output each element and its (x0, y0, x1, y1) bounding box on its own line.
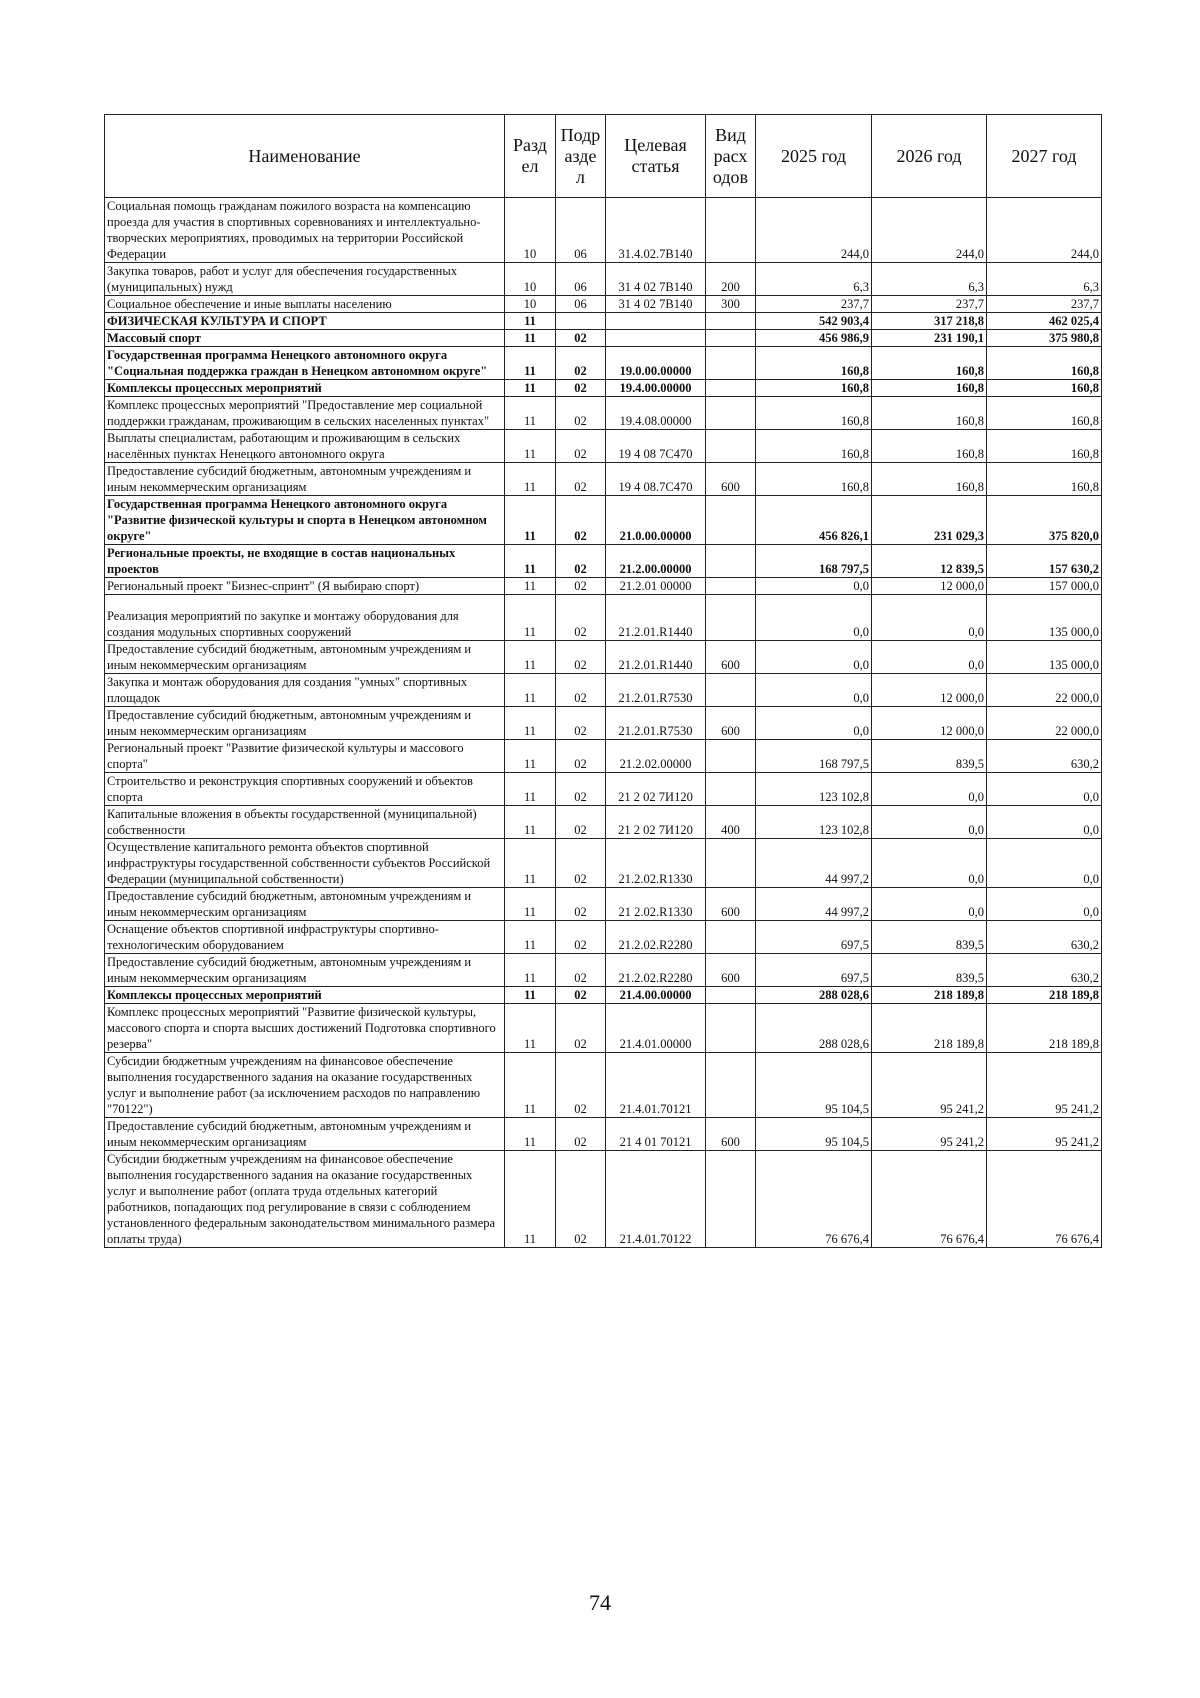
table-row (105, 430, 1102, 463)
row-podrazdel: 02 (556, 888, 606, 921)
row-value-2025: 0,0 (756, 578, 872, 595)
row-value-2026: 839,5 (872, 954, 987, 987)
row-value-2026: 12 000,0 (872, 578, 987, 595)
row-value-2026: 95 241,2 (872, 1053, 987, 1118)
row-name: Предоставление субсидий бюджетным, автономным учреждениям и иным некоммерческим организациям (105, 707, 505, 740)
row-target-article (606, 313, 706, 330)
table-row (105, 987, 1102, 1004)
row-target-article: 21 2 02 7И120 (606, 806, 706, 839)
row-value-2027: 630,2 (987, 954, 1102, 987)
row-expense-type: 600 (706, 463, 756, 496)
row-target-article: 21.4.00.00000 (606, 987, 706, 1004)
row-value-2026: 160,8 (872, 347, 987, 380)
row-value-2025: 542 903,4 (756, 313, 872, 330)
row-expense-type (706, 545, 756, 578)
row-value-2027: 22 000,0 (987, 707, 1102, 740)
row-value-2025: 76 676,4 (756, 1151, 872, 1248)
row-podrazdel: 02 (556, 1004, 606, 1053)
row-target-article: 21 4 01 70121 (606, 1118, 706, 1151)
row-value-2027: 0,0 (987, 773, 1102, 806)
row-expense-type (706, 397, 756, 430)
row-razdel: 11 (505, 578, 556, 595)
row-expense-type (706, 595, 756, 641)
row-podrazdel (556, 313, 606, 330)
row-value-2027: 95 241,2 (987, 1053, 1102, 1118)
row-value-2025: 168 797,5 (756, 545, 872, 578)
row-name: Строительство и реконструкция спортивных сооружений и объектов спорта (105, 773, 505, 806)
table-row (105, 1053, 1102, 1118)
table-row (105, 296, 1102, 313)
row-target-article: 31.4.02.7В140 (606, 198, 706, 263)
row-value-2026: 218 189,8 (872, 987, 987, 1004)
row-value-2025: 288 028,6 (756, 1004, 872, 1053)
row-value-2026: 0,0 (872, 773, 987, 806)
row-expense-type (706, 330, 756, 347)
table-body (105, 198, 1102, 1248)
row-razdel: 11 (505, 1053, 556, 1118)
table-row (105, 397, 1102, 430)
row-razdel: 11 (505, 496, 556, 545)
table-row (105, 954, 1102, 987)
row-name: Предоставление субсидий бюджетным, автономным учреждениям и иным некоммерческим организациям (105, 888, 505, 921)
row-podrazdel: 02 (556, 1118, 606, 1151)
header-podrazdel: Подр азде л (556, 115, 606, 198)
row-value-2025: 160,8 (756, 397, 872, 430)
row-name: Государственная программа Ненецкого автономного округа "Развитие физической культуры и спорта в Ненецком автономном округе" (105, 496, 505, 545)
row-name: Социальное обеспечение и иные выплаты населению (105, 296, 505, 313)
row-razdel: 11 (505, 463, 556, 496)
row-name: Предоставление субсидий бюджетным, автономным учреждениям и иным некоммерческим организациям (105, 641, 505, 674)
row-value-2027: 218 189,8 (987, 1004, 1102, 1053)
row-podrazdel: 02 (556, 641, 606, 674)
header-year-2025: 2025 год (756, 115, 872, 198)
row-razdel: 11 (505, 330, 556, 347)
row-name: Региональные проекты, не входящие в состав национальных проектов (105, 545, 505, 578)
row-name: Субсидии бюджетным учреждениям на финансовое обеспечение выполнения государственного задания на оказание государственных услуг и выполнение работ (оплата труда отдельных категорий работников, попадающих под регулирование в связи с соблюдением установленного федеральным законодательством минимального размера оплаты труда) (105, 1151, 505, 1248)
row-podrazdel: 02 (556, 921, 606, 954)
row-expense-type: 600 (706, 888, 756, 921)
row-razdel: 11 (505, 397, 556, 430)
row-value-2026: 231 190,1 (872, 330, 987, 347)
row-value-2026: 160,8 (872, 463, 987, 496)
table-row (105, 347, 1102, 380)
row-expense-type (706, 496, 756, 545)
row-podrazdel: 02 (556, 380, 606, 397)
row-value-2027: 462 025,4 (987, 313, 1102, 330)
row-name: Закупка товаров, работ и услуг для обеспечения государственных (муниципальных) нужд (105, 263, 505, 296)
row-value-2026: 237,7 (872, 296, 987, 313)
row-podrazdel: 02 (556, 578, 606, 595)
row-value-2026: 0,0 (872, 806, 987, 839)
row-value-2027: 157 000,0 (987, 578, 1102, 595)
table-row (105, 888, 1102, 921)
row-podrazdel: 02 (556, 987, 606, 1004)
row-target-article: 21.2.02.R2280 (606, 954, 706, 987)
row-value-2026: 95 241,2 (872, 1118, 987, 1151)
row-razdel: 11 (505, 1151, 556, 1248)
row-value-2027: 244,0 (987, 198, 1102, 263)
row-expense-type (706, 430, 756, 463)
row-expense-type: 600 (706, 954, 756, 987)
row-razdel: 11 (505, 674, 556, 707)
row-podrazdel: 02 (556, 773, 606, 806)
row-expense-type: 600 (706, 641, 756, 674)
row-value-2027: 22 000,0 (987, 674, 1102, 707)
row-podrazdel: 02 (556, 839, 606, 888)
row-expense-type (706, 987, 756, 1004)
row-name: Капитальные вложения в объекты государственной (муниципальной) собственности (105, 806, 505, 839)
table-row (105, 839, 1102, 888)
table-row (105, 806, 1102, 839)
row-value-2027: 218 189,8 (987, 987, 1102, 1004)
row-name: Предоставление субсидий бюджетным, автономным учреждениям и иным некоммерческим организациям (105, 954, 505, 987)
row-expense-type (706, 740, 756, 773)
row-value-2027: 160,8 (987, 463, 1102, 496)
row-expense-type: 400 (706, 806, 756, 839)
row-expense-type (706, 347, 756, 380)
row-value-2027: 135 000,0 (987, 595, 1102, 641)
row-value-2027: 95 241,2 (987, 1118, 1102, 1151)
row-expense-type (706, 773, 756, 806)
row-value-2026: 160,8 (872, 380, 987, 397)
row-value-2025: 44 997,2 (756, 839, 872, 888)
row-target-article: 21.4.01.00000 (606, 1004, 706, 1053)
row-value-2026: 839,5 (872, 921, 987, 954)
row-podrazdel: 02 (556, 674, 606, 707)
row-name: Региональный проект "Развитие физической культуры и массового спорта" (105, 740, 505, 773)
table-row (105, 545, 1102, 578)
row-name: Региональный проект "Бизнес-спринт" (Я выбираю спорт) (105, 578, 505, 595)
row-value-2026: 317 218,8 (872, 313, 987, 330)
row-value-2025: 697,5 (756, 921, 872, 954)
row-podrazdel: 02 (556, 330, 606, 347)
row-podrazdel: 02 (556, 1053, 606, 1118)
row-razdel: 11 (505, 921, 556, 954)
row-target-article: 21.2.01.R7530 (606, 674, 706, 707)
row-value-2025: 160,8 (756, 430, 872, 463)
row-name: Оснащение объектов спортивной инфраструктуры спортивно-технологическим оборудованием (105, 921, 505, 954)
row-target-article: 31 4 02 7В140 (606, 263, 706, 296)
row-target-article: 21.2.01 00000 (606, 578, 706, 595)
table-row (105, 1118, 1102, 1151)
row-value-2027: 160,8 (987, 380, 1102, 397)
row-value-2026: 0,0 (872, 839, 987, 888)
row-razdel: 11 (505, 641, 556, 674)
row-razdel: 11 (505, 1004, 556, 1053)
table-row (105, 1151, 1102, 1248)
row-name: Выплаты специалистам, работающим и проживающим в сельских населённых пунктах Ненецкого автономного округа (105, 430, 505, 463)
row-value-2025: 237,7 (756, 296, 872, 313)
row-razdel: 11 (505, 773, 556, 806)
row-razdel: 11 (505, 888, 556, 921)
row-target-article: 21 2 02 7И120 (606, 773, 706, 806)
row-podrazdel: 02 (556, 595, 606, 641)
table-row (105, 198, 1102, 263)
row-expense-type: 300 (706, 296, 756, 313)
row-target-article: 19 4 08 7С470 (606, 430, 706, 463)
row-target-article: 21.4.01.70122 (606, 1151, 706, 1248)
row-name: ФИЗИЧЕСКАЯ КУЛЬТУРА И СПОРТ (105, 313, 505, 330)
row-expense-type (706, 674, 756, 707)
header-razdel: Разд ел (505, 115, 556, 198)
row-value-2025: 456 986,9 (756, 330, 872, 347)
table-row (105, 380, 1102, 397)
row-target-article: 21.2.00.00000 (606, 545, 706, 578)
header-year-2026: 2026 год (872, 115, 987, 198)
row-value-2027: 160,8 (987, 397, 1102, 430)
row-podrazdel: 06 (556, 263, 606, 296)
row-value-2026: 0,0 (872, 595, 987, 641)
row-name: Комплекс процессных мероприятий "Предоставление мер социальной поддержки гражданам, проживающим в сельских населенных пунктах" (105, 397, 505, 430)
row-expense-type: 600 (706, 1118, 756, 1151)
row-razdel: 11 (505, 954, 556, 987)
row-value-2026: 160,8 (872, 397, 987, 430)
row-expense-type (706, 1151, 756, 1248)
row-podrazdel: 02 (556, 545, 606, 578)
row-value-2025: 697,5 (756, 954, 872, 987)
row-value-2025: 160,8 (756, 347, 872, 380)
row-razdel: 11 (505, 987, 556, 1004)
row-target-article: 19.0.00.00000 (606, 347, 706, 380)
row-value-2025: 0,0 (756, 641, 872, 674)
row-value-2027: 0,0 (987, 839, 1102, 888)
table-row (105, 921, 1102, 954)
row-expense-type (706, 578, 756, 595)
row-podrazdel: 02 (556, 806, 606, 839)
row-razdel: 11 (505, 707, 556, 740)
header-name: Наименование (105, 115, 505, 198)
row-value-2026: 160,8 (872, 430, 987, 463)
row-target-article: 31 4 02 7В140 (606, 296, 706, 313)
row-value-2027: 375 820,0 (987, 496, 1102, 545)
row-name: Государственная программа Ненецкого автономного округа "Социальная поддержка граждан в Ненецком автономном округе" (105, 347, 505, 380)
row-value-2025: 160,8 (756, 380, 872, 397)
row-name: Субсидии бюджетным учреждениям на финансовое обеспечение выполнения государственного задания на оказание государственных услуг и выполнение работ (за исключением расходов по направлению "70122") (105, 1053, 505, 1118)
row-value-2026: 244,0 (872, 198, 987, 263)
table-row (105, 313, 1102, 330)
row-value-2027: 157 630,2 (987, 545, 1102, 578)
row-value-2026: 218 189,8 (872, 1004, 987, 1053)
table-row (105, 674, 1102, 707)
row-value-2027: 160,8 (987, 347, 1102, 380)
table-row (105, 773, 1102, 806)
row-podrazdel: 02 (556, 1151, 606, 1248)
row-target-article: 21.0.00.00000 (606, 496, 706, 545)
row-target-article: 21.2.01.R1440 (606, 595, 706, 641)
row-target-article: 19.4.08.00000 (606, 397, 706, 430)
row-podrazdel: 02 (556, 430, 606, 463)
row-expense-type (706, 1053, 756, 1118)
table-row (105, 578, 1102, 595)
row-target-article (606, 330, 706, 347)
row-name: Комплекс процессных мероприятий "Развитие физической культуры, массового спорта и спорта высших достижений Подготовка спортивного резерва" (105, 1004, 505, 1053)
row-value-2025: 288 028,6 (756, 987, 872, 1004)
row-name: Закупка и монтаж оборудования для создания "умных" спортивных площадок (105, 674, 505, 707)
row-value-2027: 0,0 (987, 888, 1102, 921)
row-podrazdel: 02 (556, 347, 606, 380)
row-target-article: 19.4.00.00000 (606, 380, 706, 397)
table-row (105, 263, 1102, 296)
row-value-2026: 12 839,5 (872, 545, 987, 578)
row-razdel: 11 (505, 806, 556, 839)
row-value-2026: 231 029,3 (872, 496, 987, 545)
row-value-2025: 0,0 (756, 674, 872, 707)
row-podrazdel: 02 (556, 740, 606, 773)
row-name: Социальная помощь гражданам пожилого возраста на компенсацию проезда для участия в спортивных соревнованиях и интеллектуально-творческих мероприятиях, проводимых на территории Российской Федерации (105, 198, 505, 263)
row-value-2027: 160,8 (987, 430, 1102, 463)
row-value-2025: 6,3 (756, 263, 872, 296)
row-value-2027: 630,2 (987, 921, 1102, 954)
row-expense-type (706, 921, 756, 954)
row-podrazdel: 02 (556, 463, 606, 496)
row-value-2026: 12 000,0 (872, 674, 987, 707)
budget-table (104, 114, 1102, 1248)
header-year-2027: 2027 год (987, 115, 1102, 198)
row-razdel: 11 (505, 380, 556, 397)
table-row (105, 641, 1102, 674)
row-value-2025: 44 997,2 (756, 888, 872, 921)
row-target-article: 21.2.02.R2280 (606, 921, 706, 954)
row-razdel: 11 (505, 839, 556, 888)
row-value-2025: 123 102,8 (756, 773, 872, 806)
row-value-2026: 0,0 (872, 888, 987, 921)
row-expense-type (706, 313, 756, 330)
row-value-2026: 6,3 (872, 263, 987, 296)
row-name: Реализация мероприятий по закупке и монтажу оборудования для создания модульных спортивных сооружений (105, 595, 505, 641)
row-value-2027: 237,7 (987, 296, 1102, 313)
row-value-2027: 6,3 (987, 263, 1102, 296)
row-value-2026: 76 676,4 (872, 1151, 987, 1248)
row-expense-type: 200 (706, 263, 756, 296)
row-value-2027: 0,0 (987, 806, 1102, 839)
row-target-article: 21.2.01.R7530 (606, 707, 706, 740)
row-podrazdel: 02 (556, 496, 606, 545)
row-target-article: 21.2.01.R1440 (606, 641, 706, 674)
row-podrazdel: 02 (556, 707, 606, 740)
table-row (105, 1004, 1102, 1053)
row-value-2027: 375 980,8 (987, 330, 1102, 347)
header-target-article: Целевая статья (606, 115, 706, 198)
row-target-article: 21.4.01.70121 (606, 1053, 706, 1118)
row-podrazdel: 02 (556, 954, 606, 987)
row-expense-type (706, 1004, 756, 1053)
row-value-2027: 76 676,4 (987, 1151, 1102, 1248)
row-value-2025: 0,0 (756, 595, 872, 641)
row-value-2025: 456 826,1 (756, 496, 872, 545)
row-razdel: 11 (505, 545, 556, 578)
row-name: Предоставление субсидий бюджетным, автономным учреждениям и иным некоммерческим организациям (105, 1118, 505, 1151)
row-value-2025: 0,0 (756, 707, 872, 740)
row-name: Массовый спорт (105, 330, 505, 347)
row-name: Комплексы процессных мероприятий (105, 380, 505, 397)
row-value-2026: 12 000,0 (872, 707, 987, 740)
row-name: Комплексы процессных мероприятий (105, 987, 505, 1004)
header-expense-type: Вид расх одов (706, 115, 756, 198)
row-expense-type (706, 839, 756, 888)
row-target-article: 19 4 08.7С470 (606, 463, 706, 496)
row-expense-type (706, 198, 756, 263)
row-value-2025: 95 104,5 (756, 1118, 872, 1151)
table-row (105, 330, 1102, 347)
row-razdel: 10 (505, 296, 556, 313)
table-row (105, 463, 1102, 496)
row-name: Предоставление субсидий бюджетным, автономным учреждениям и иным некоммерческим организациям (105, 463, 505, 496)
table-row (105, 707, 1102, 740)
table-row (105, 740, 1102, 773)
row-value-2026: 0,0 (872, 641, 987, 674)
row-value-2025: 160,8 (756, 463, 872, 496)
row-value-2025: 244,0 (756, 198, 872, 263)
row-name: Осуществление капитального ремонта объектов спортивной инфраструктуры государственной собственности субъектов Российской Федерации (муниципальной собственности) (105, 839, 505, 888)
row-expense-type: 600 (706, 707, 756, 740)
row-value-2026: 839,5 (872, 740, 987, 773)
row-value-2027: 630,2 (987, 740, 1102, 773)
row-value-2027: 135 000,0 (987, 641, 1102, 674)
row-podrazdel: 06 (556, 198, 606, 263)
row-target-article: 21 2.02.R1330 (606, 888, 706, 921)
page-number: 74 (589, 1590, 611, 1615)
row-razdel: 11 (505, 313, 556, 330)
row-razdel: 11 (505, 1118, 556, 1151)
table-row (105, 496, 1102, 545)
row-value-2025: 123 102,8 (756, 806, 872, 839)
row-razdel: 10 (505, 198, 556, 263)
row-razdel: 11 (505, 740, 556, 773)
row-razdel: 11 (505, 347, 556, 380)
row-expense-type (706, 380, 756, 397)
row-target-article: 21.2.02.R1330 (606, 839, 706, 888)
row-value-2025: 95 104,5 (756, 1053, 872, 1118)
row-podrazdel: 02 (556, 397, 606, 430)
row-razdel: 11 (505, 430, 556, 463)
row-podrazdel: 06 (556, 296, 606, 313)
header-row (105, 115, 1102, 198)
row-razdel: 10 (505, 263, 556, 296)
table-row (105, 595, 1102, 641)
row-target-article: 21.2.02.00000 (606, 740, 706, 773)
row-value-2025: 168 797,5 (756, 740, 872, 773)
row-razdel: 11 (505, 595, 556, 641)
